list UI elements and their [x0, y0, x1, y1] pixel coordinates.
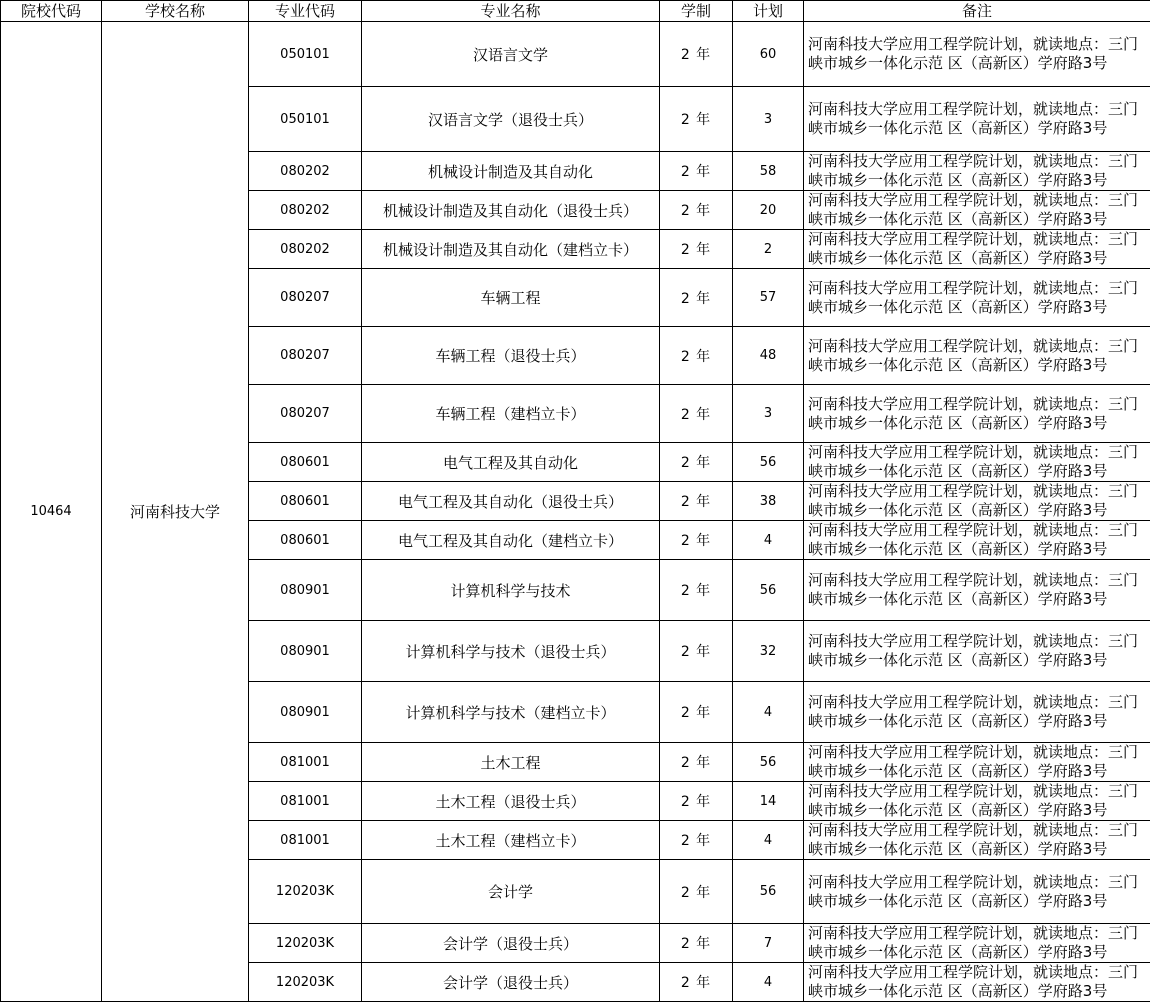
plan-cell: 20: [733, 191, 804, 230]
major-name-cell: 机械设计制造及其自动化（退役士兵）: [362, 191, 660, 230]
note-cell: 河南科技大学应用工程学院计划，就读地点：三门峡市城乡一体化示范 区（高新区）学府路3号: [804, 682, 1150, 743]
note-cell: 河南科技大学应用工程学院计划，就读地点：三门峡市城乡一体化示范 区（高新区）学府路3号: [804, 269, 1150, 327]
table-body: [1, 22, 1150, 1002]
major-code-cell: 080601: [249, 482, 362, 521]
header-school-name: 学校名称: [102, 1, 249, 22]
plan-cell: 58: [733, 152, 804, 191]
major-code-cell: 080901: [249, 621, 362, 682]
major-code-cell: 080202: [249, 230, 362, 269]
duration-cell: 2 年: [660, 482, 733, 521]
major-code-cell: 081001: [249, 821, 362, 860]
major-name-cell: 电气工程及其自动化（建档立卡）: [362, 521, 660, 560]
major-code-cell: 080601: [249, 443, 362, 482]
major-name-cell: 计算机科学与技术（退役士兵）: [362, 621, 660, 682]
table-row: [1, 22, 1150, 87]
duration-cell: 2 年: [660, 560, 733, 621]
major-name-cell: 土木工程（退役士兵）: [362, 782, 660, 821]
major-name-cell: 会计学（退役士兵）: [362, 963, 660, 1002]
note-cell: 河南科技大学应用工程学院计划，就读地点：三门峡市城乡一体化示范 区（高新区）学府路3号: [804, 327, 1150, 385]
plan-cell: 56: [733, 443, 804, 482]
duration-cell: 2 年: [660, 269, 733, 327]
major-code-cell: 080207: [249, 269, 362, 327]
plan-cell: 7: [733, 924, 804, 963]
duration-cell: 2 年: [660, 621, 733, 682]
major-code-cell: 080901: [249, 560, 362, 621]
major-name-cell: 车辆工程: [362, 269, 660, 327]
plan-cell: 4: [733, 963, 804, 1002]
duration-cell: 2 年: [660, 743, 733, 782]
table-header-row: [1, 1, 1150, 22]
plan-cell: 32: [733, 621, 804, 682]
note-cell: 河南科技大学应用工程学院计划，就读地点：三门峡市城乡一体化示范 区（高新区）学府路3号: [804, 22, 1150, 87]
header-duration: 学制: [660, 1, 733, 22]
plan-cell: 56: [733, 860, 804, 924]
major-code-cell: 080202: [249, 191, 362, 230]
plan-cell: 4: [733, 521, 804, 560]
major-name-cell: 汉语言文学（退役士兵）: [362, 87, 660, 152]
major-name-cell: 计算机科学与技术（建档立卡）: [362, 682, 660, 743]
note-cell: 河南科技大学应用工程学院计划，就读地点：三门峡市城乡一体化示范 区（高新区）学府路3号: [804, 560, 1150, 621]
note-cell: 河南科技大学应用工程学院计划，就读地点：三门峡市城乡一体化示范 区（高新区）学府路3号: [804, 152, 1150, 191]
note-cell: 河南科技大学应用工程学院计划，就读地点：三门峡市城乡一体化示范 区（高新区）学府路3号: [804, 191, 1150, 230]
plan-cell: 56: [733, 743, 804, 782]
note-cell: 河南科技大学应用工程学院计划，就读地点：三门峡市城乡一体化示范 区（高新区）学府路3号: [804, 821, 1150, 860]
note-cell: 河南科技大学应用工程学院计划，就读地点：三门峡市城乡一体化示范 区（高新区）学府路3号: [804, 482, 1150, 521]
header-school-code: 院校代码: [1, 1, 102, 22]
duration-cell: 2 年: [660, 860, 733, 924]
plan-cell: 38: [733, 482, 804, 521]
plan-cell: 2: [733, 230, 804, 269]
school-code-cell: 10464: [1, 22, 102, 1002]
plan-cell: 48: [733, 327, 804, 385]
major-code-cell: 120203K: [249, 860, 362, 924]
major-name-cell: 会计学（退役士兵）: [362, 924, 660, 963]
note-cell: 河南科技大学应用工程学院计划，就读地点：三门峡市城乡一体化示范 区（高新区）学府路3号: [804, 743, 1150, 782]
header-note: 备注: [804, 1, 1150, 22]
note-cell: 河南科技大学应用工程学院计划，就读地点：三门峡市城乡一体化示范 区（高新区）学府路3号: [804, 782, 1150, 821]
school-name-cell: 河南科技大学: [102, 22, 249, 1002]
major-code-cell: 081001: [249, 782, 362, 821]
note-cell: 河南科技大学应用工程学院计划，就读地点：三门峡市城乡一体化示范 区（高新区）学府路3号: [804, 521, 1150, 560]
major-name-cell: 汉语言文学: [362, 22, 660, 87]
duration-cell: 2 年: [660, 191, 733, 230]
note-cell: 河南科技大学应用工程学院计划，就读地点：三门峡市城乡一体化示范 区（高新区）学府路3号: [804, 443, 1150, 482]
plan-cell: 14: [733, 782, 804, 821]
header-major-code: 专业代码: [249, 1, 362, 22]
plan-cell: 56: [733, 560, 804, 621]
note-cell: 河南科技大学应用工程学院计划，就读地点：三门峡市城乡一体化示范 区（高新区）学府路3号: [804, 860, 1150, 924]
plan-cell: 4: [733, 821, 804, 860]
major-code-cell: 050101: [249, 22, 362, 87]
note-cell: 河南科技大学应用工程学院计划，就读地点：三门峡市城乡一体化示范 区（高新区）学府路3号: [804, 621, 1150, 682]
major-code-cell: 080601: [249, 521, 362, 560]
duration-cell: 2 年: [660, 87, 733, 152]
major-name-cell: 电气工程及其自动化（退役士兵）: [362, 482, 660, 521]
major-code-cell: 050101: [249, 87, 362, 152]
major-name-cell: 会计学: [362, 860, 660, 924]
major-code-cell: 081001: [249, 743, 362, 782]
major-name-cell: 电气工程及其自动化: [362, 443, 660, 482]
major-code-cell: 120203K: [249, 924, 362, 963]
major-code-cell: 080207: [249, 327, 362, 385]
note-cell: 河南科技大学应用工程学院计划，就读地点：三门峡市城乡一体化示范 区（高新区）学府路3号: [804, 230, 1150, 269]
duration-cell: 2 年: [660, 327, 733, 385]
plan-cell: 60: [733, 22, 804, 87]
major-name-cell: 车辆工程（建档立卡）: [362, 385, 660, 443]
major-code-cell: 120203K: [249, 963, 362, 1002]
duration-cell: 2 年: [660, 385, 733, 443]
duration-cell: 2 年: [660, 924, 733, 963]
duration-cell: 2 年: [660, 230, 733, 269]
plan-cell: 3: [733, 87, 804, 152]
note-cell: 河南科技大学应用工程学院计划，就读地点：三门峡市城乡一体化示范 区（高新区）学府路3号: [804, 924, 1150, 963]
duration-cell: 2 年: [660, 682, 733, 743]
major-code-cell: 080207: [249, 385, 362, 443]
duration-cell: 2 年: [660, 821, 733, 860]
note-cell: 河南科技大学应用工程学院计划，就读地点：三门峡市城乡一体化示范 区（高新区）学府路3号: [804, 385, 1150, 443]
header-major-name: 专业名称: [362, 1, 660, 22]
major-name-cell: 计算机科学与技术: [362, 560, 660, 621]
plan-cell: 3: [733, 385, 804, 443]
header-plan: 计划: [733, 1, 804, 22]
major-name-cell: 机械设计制造及其自动化（建档立卡）: [362, 230, 660, 269]
duration-cell: 2 年: [660, 443, 733, 482]
duration-cell: 2 年: [660, 22, 733, 87]
major-code-cell: 080202: [249, 152, 362, 191]
major-name-cell: 土木工程（建档立卡）: [362, 821, 660, 860]
major-name-cell: 机械设计制造及其自动化: [362, 152, 660, 191]
note-cell: 河南科技大学应用工程学院计划，就读地点：三门峡市城乡一体化示范 区（高新区）学府路3号: [804, 87, 1150, 152]
note-cell: 河南科技大学应用工程学院计划，就读地点：三门峡市城乡一体化示范 区（高新区）学府路3号: [804, 963, 1150, 1002]
duration-cell: 2 年: [660, 963, 733, 1002]
duration-cell: 2 年: [660, 521, 733, 560]
duration-cell: 2 年: [660, 152, 733, 191]
major-name-cell: 土木工程: [362, 743, 660, 782]
major-code-cell: 080901: [249, 682, 362, 743]
plan-cell: 4: [733, 682, 804, 743]
plan-cell: 57: [733, 269, 804, 327]
major-name-cell: 车辆工程（退役士兵）: [362, 327, 660, 385]
duration-cell: 2 年: [660, 782, 733, 821]
